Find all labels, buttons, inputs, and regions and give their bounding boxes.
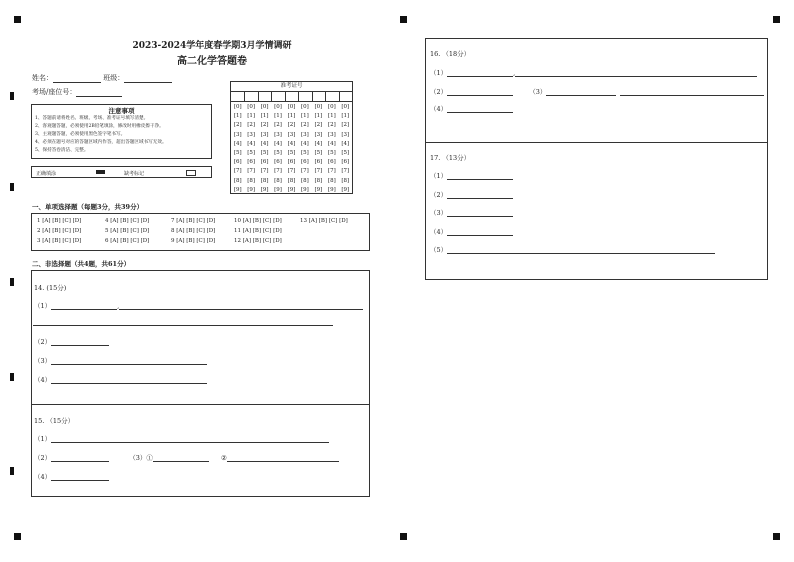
admission-digit-column[interactable] bbox=[325, 103, 338, 195]
admission-digit-bubble[interactable]: [8] bbox=[260, 177, 269, 184]
mcq-item[interactable]: 5 [A] [B] [C] [D] bbox=[105, 228, 150, 234]
q15-title: 15. （15分） bbox=[34, 417, 75, 425]
admission-digit-bubble[interactable]: [8] bbox=[287, 177, 296, 184]
admission-digit-bubble[interactable]: [6] bbox=[260, 159, 269, 166]
admission-digit-bubble[interactable]: [3] bbox=[341, 131, 350, 138]
q14-title: 14. (15分) bbox=[34, 284, 67, 292]
admission-digit-bubble[interactable]: [7] bbox=[274, 168, 282, 175]
mcq-item[interactable]: 10 [A] [B] [C] [D] bbox=[234, 218, 282, 224]
registration-mark bbox=[400, 16, 407, 23]
admission-digit-bubble[interactable]: [4] bbox=[341, 140, 350, 147]
admission-digit-bubble[interactable]: [1] bbox=[341, 113, 350, 120]
timing-mark bbox=[10, 92, 14, 100]
page-subtitle: 高二化学答题卷 bbox=[177, 56, 247, 67]
page-title: 2023-2024学年度春学期3月学情调研 bbox=[132, 41, 292, 51]
admission-digit-column[interactable] bbox=[271, 103, 284, 195]
mcq-box bbox=[31, 213, 370, 251]
admission-digit-bubble[interactable]: [3] bbox=[301, 131, 309, 138]
admission-digit-bubble[interactable]: [7] bbox=[314, 168, 323, 175]
admission-digit-bubble[interactable]: [6] bbox=[233, 159, 242, 166]
admission-digit-bubble[interactable]: [9] bbox=[247, 186, 256, 193]
admission-digit-bubble[interactable]: [2] bbox=[314, 122, 323, 129]
admission-digit-bubble[interactable]: [0] bbox=[287, 104, 296, 110]
admission-digit-bubble[interactable]: [8] bbox=[233, 177, 242, 184]
mcq-item[interactable]: 3 [A] [B] [C] [D] bbox=[37, 238, 82, 244]
admission-digit-bubble[interactable]: [9] bbox=[341, 186, 350, 193]
section2-title: 二、非选择题（共4题，共61分） bbox=[32, 260, 131, 268]
exam-seat-field[interactable] bbox=[32, 87, 122, 97]
admission-digit-bubble[interactable]: [9] bbox=[287, 186, 296, 193]
admission-digit-bubble[interactable]: [6] bbox=[247, 159, 256, 166]
missing-mark-box[interactable] bbox=[186, 170, 196, 176]
admission-digit-bubble[interactable]: [6] bbox=[287, 159, 296, 166]
admission-digit-column[interactable] bbox=[244, 103, 257, 195]
admission-number-grid bbox=[230, 81, 353, 194]
admission-digit-bubble[interactable]: [7] bbox=[260, 168, 269, 175]
class-label: 班级： bbox=[103, 74, 125, 82]
admission-digit-bubble[interactable]: [6] bbox=[274, 159, 282, 166]
admission-digit-bubble[interactable]: [0] bbox=[341, 104, 350, 110]
admission-digit-bubble[interactable]: [7] bbox=[327, 168, 336, 175]
admission-digit-bubble[interactable]: [6] bbox=[327, 159, 336, 166]
mcq-item[interactable]: 9 [A] [B] [C] [D] bbox=[171, 238, 216, 244]
admission-title: 准考证号 bbox=[231, 82, 352, 92]
q17-part5[interactable]: （5） bbox=[430, 245, 715, 254]
admission-digit-bubble[interactable]: [2] bbox=[260, 122, 269, 129]
admission-digit-bubble[interactable]: [8] bbox=[341, 177, 350, 184]
correct-fill-icon bbox=[96, 170, 105, 174]
admission-digit-column[interactable] bbox=[285, 103, 298, 195]
admission-digit-column[interactable] bbox=[231, 103, 244, 195]
mcq-item[interactable]: 7 [A] [B] [C] [D] bbox=[171, 218, 216, 224]
q15-part2-3[interactable]: （2） （3）① ② bbox=[34, 453, 339, 462]
notice-item: 4、必须在题号对应的答题区域内作答，超出答题区域书写无效。 bbox=[35, 140, 167, 145]
mcq-item[interactable]: 13 [A] [B] [C] [D] bbox=[300, 218, 348, 224]
admission-digit-bubble[interactable]: [1] bbox=[287, 113, 296, 120]
notice-item: 3、主观题答题，必须使用黑色签字笔书写。 bbox=[35, 132, 126, 137]
admission-digit-bubble[interactable]: [3] bbox=[314, 131, 323, 138]
admission-digit-bubble[interactable]: [1] bbox=[274, 113, 282, 120]
admission-digit-bubble[interactable]: [5] bbox=[233, 149, 242, 156]
mcq-item[interactable]: 8 [A] [B] [C] [D] bbox=[171, 228, 216, 234]
notice-list bbox=[32, 115, 211, 155]
admission-digit-bubble[interactable]: [3] bbox=[247, 131, 256, 138]
admission-digit-bubble[interactable]: [7] bbox=[233, 168, 242, 175]
exam-seat-label: 考场/座位号： bbox=[32, 88, 77, 96]
admission-digit-bubble[interactable]: [4] bbox=[327, 140, 336, 147]
mcq-item[interactable]: 11 [A] [B] [C] [D] bbox=[234, 228, 282, 234]
admission-digit-bubble[interactable]: [5] bbox=[341, 149, 350, 156]
mcq-item[interactable]: 1 [A] [B] [C] [D] bbox=[37, 218, 82, 224]
timing-mark bbox=[10, 373, 14, 381]
admission-digit-column[interactable] bbox=[258, 103, 271, 195]
admission-digit-bubble[interactable]: [0] bbox=[314, 104, 323, 110]
admission-digit-bubble[interactable]: [5] bbox=[287, 149, 296, 156]
notice-item: 2、客观题答题，必须使用2B铅笔填涂，修改时用橡皮擦干净。 bbox=[35, 124, 164, 129]
q15-part1[interactable]: （1） bbox=[34, 434, 329, 443]
admission-digit-bubble[interactable]: [6] bbox=[314, 159, 323, 166]
q14-part4[interactable]: （4） bbox=[34, 375, 207, 384]
admission-digit-bubble[interactable]: [3] bbox=[260, 131, 269, 138]
registration-mark bbox=[773, 533, 780, 540]
admission-digit-bubble[interactable]: [0] bbox=[260, 104, 269, 110]
q16-part1[interactable]: （1） , bbox=[430, 68, 757, 77]
missing-mark-label: 缺考标记 bbox=[124, 170, 145, 177]
q17-part2[interactable]: （2） bbox=[430, 190, 513, 199]
admission-digit-bubble[interactable]: [5] bbox=[314, 149, 323, 156]
admission-digit-bubble[interactable]: [2] bbox=[341, 122, 350, 129]
q17-part1[interactable]: （1） bbox=[430, 171, 513, 180]
admission-digit-bubble[interactable]: [5] bbox=[260, 149, 269, 156]
q16-title: 16. （18分） bbox=[430, 50, 471, 58]
admission-digit-bubble[interactable]: [0] bbox=[233, 104, 242, 110]
q14-part2[interactable]: （2） bbox=[34, 337, 109, 346]
admission-digit-bubble[interactable]: [6] bbox=[301, 159, 309, 166]
admission-digit-bubble[interactable]: [8] bbox=[314, 177, 323, 184]
fill-example-box bbox=[31, 166, 212, 178]
q16-part2-3[interactable]: （2） （3） bbox=[430, 87, 764, 96]
notice-item: 5、保持答卷清洁、完整。 bbox=[35, 148, 89, 153]
timing-mark bbox=[10, 183, 14, 191]
name-field[interactable] bbox=[32, 73, 172, 83]
notice-box bbox=[31, 104, 212, 159]
admission-digit-bubble[interactable]: [2] bbox=[301, 122, 309, 129]
admission-digit-bubble[interactable]: [4] bbox=[287, 140, 296, 147]
registration-mark bbox=[14, 16, 21, 23]
admission-digit-bubble[interactable]: [4] bbox=[301, 140, 309, 147]
registration-mark bbox=[773, 16, 780, 23]
admission-digit-bubble[interactable]: [0] bbox=[301, 104, 309, 110]
admission-digit-bubble[interactable]: [4] bbox=[260, 140, 269, 147]
admission-digit-bubble[interactable]: [1] bbox=[327, 113, 336, 120]
timing-mark bbox=[10, 467, 14, 475]
admission-digit-bubble[interactable]: [3] bbox=[274, 131, 282, 138]
mcq-item[interactable]: 6 [A] [B] [C] [D] bbox=[105, 238, 150, 244]
q17-part4[interactable]: （4） bbox=[430, 227, 513, 236]
admission-digit-column[interactable] bbox=[312, 103, 325, 195]
admission-digit-bubble[interactable]: [7] bbox=[301, 168, 309, 175]
admission-digit-bubble[interactable]: [9] bbox=[260, 186, 269, 193]
admission-digit-bubble[interactable]: [0] bbox=[274, 104, 282, 110]
notice-item: 1、答题前请将姓名、班级、考场、准考证号填写清楚。 bbox=[35, 116, 149, 121]
admission-digit-bubble[interactable]: [9] bbox=[301, 186, 309, 193]
correct-fill-label: 正确填涂 bbox=[36, 170, 57, 177]
admission-digit-bubble[interactable]: [7] bbox=[341, 168, 350, 175]
admission-digit-bubble[interactable]: [8] bbox=[301, 177, 309, 184]
admission-digit-bubble[interactable]: [2] bbox=[247, 122, 256, 129]
admission-digit-bubble[interactable]: [8] bbox=[327, 177, 336, 184]
q17-part3[interactable]: （3） bbox=[430, 208, 513, 217]
admission-digit-bubble[interactable]: [0] bbox=[247, 104, 256, 110]
mcq-item[interactable]: 2 [A] [B] [C] [D] bbox=[37, 228, 82, 234]
registration-mark bbox=[400, 533, 407, 540]
admission-digit-bubble[interactable]: [2] bbox=[233, 122, 242, 129]
admission-digit-bubble[interactable]: [0] bbox=[327, 104, 336, 110]
q17-title: 17. （13分） bbox=[430, 154, 471, 162]
admission-digit-bubble[interactable]: [5] bbox=[247, 149, 256, 156]
q16-part4[interactable]: （4） bbox=[430, 104, 513, 113]
timing-mark bbox=[10, 278, 14, 286]
admission-digit-bubble[interactable]: [7] bbox=[247, 168, 256, 175]
admission-digit-bubble[interactable]: [2] bbox=[327, 122, 336, 129]
admission-digit-bubble[interactable]: [1] bbox=[260, 113, 269, 120]
admission-digit-bubble[interactable]: [4] bbox=[247, 140, 256, 147]
admission-digit-bubble[interactable]: [2] bbox=[274, 122, 282, 129]
notice-title: 注意事项 bbox=[108, 107, 135, 115]
admission-digit-bubble[interactable]: [3] bbox=[233, 131, 242, 138]
admission-digit-bubble[interactable]: [6] bbox=[341, 159, 350, 166]
admission-digit-bubble[interactable]: [1] bbox=[314, 113, 323, 120]
admission-digit-bubble[interactable]: [4] bbox=[274, 140, 282, 147]
registration-mark bbox=[14, 533, 21, 540]
admission-digit-bubble[interactable]: [1] bbox=[301, 113, 309, 120]
admission-digit-bubble[interactable]: [3] bbox=[327, 131, 336, 138]
admission-digit-bubble[interactable]: [9] bbox=[233, 186, 242, 193]
admission-digit-bubble[interactable]: [8] bbox=[247, 177, 256, 184]
q14-part3[interactable]: （3） bbox=[34, 356, 207, 365]
mcq-item[interactable]: 12 [A] [B] [C] [D] bbox=[234, 238, 282, 244]
admission-digit-bubble[interactable]: [5] bbox=[301, 149, 309, 156]
admission-digit-bubble[interactable]: [3] bbox=[287, 131, 296, 138]
admission-digit-bubble[interactable]: [9] bbox=[274, 186, 282, 193]
admission-digit-bubble[interactable]: [9] bbox=[314, 186, 323, 193]
admission-digit-bubble[interactable]: [4] bbox=[233, 140, 242, 147]
admission-digit-column[interactable] bbox=[298, 103, 311, 195]
admission-digit-bubble[interactable]: [4] bbox=[314, 140, 323, 147]
section1-title: 一、单项选择题（每题3分，共39分） bbox=[32, 203, 144, 211]
admission-digit-bubble[interactable]: [7] bbox=[287, 168, 296, 175]
q14-line[interactable] bbox=[33, 325, 333, 326]
q14-part1[interactable]: （1） , bbox=[34, 301, 363, 310]
admission-digit-bubble[interactable]: [1] bbox=[247, 113, 256, 120]
q15-part4[interactable]: （4） bbox=[34, 472, 109, 481]
admission-digit-bubble[interactable]: [8] bbox=[274, 177, 282, 184]
admission-digit-bubble[interactable]: [5] bbox=[327, 149, 336, 156]
admission-digit-column[interactable] bbox=[339, 103, 352, 195]
admission-digit-bubble[interactable]: [5] bbox=[274, 149, 282, 156]
name-label: 姓名： bbox=[32, 74, 53, 82]
admission-digit-bubble[interactable]: [9] bbox=[327, 186, 336, 193]
admission-digit-bubble[interactable]: [1] bbox=[233, 113, 242, 120]
mcq-item[interactable]: 4 [A] [B] [C] [D] bbox=[105, 218, 150, 224]
admission-digit-bubble[interactable]: [2] bbox=[287, 122, 296, 129]
